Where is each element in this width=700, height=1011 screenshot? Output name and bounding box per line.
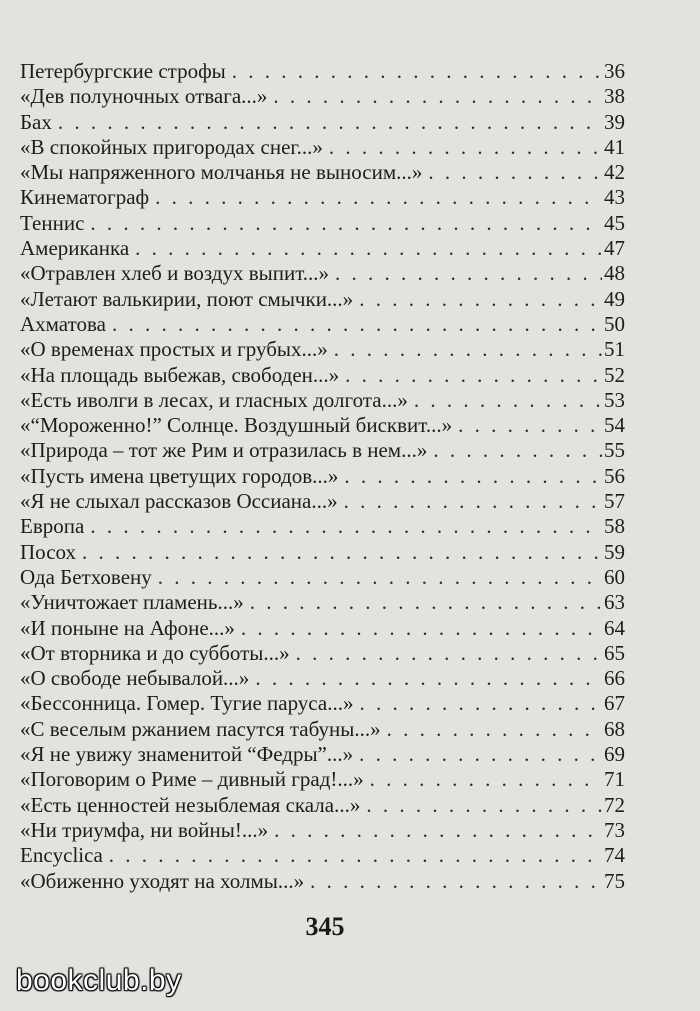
- toc-entry-title: «О временах простых и грубых...»: [20, 337, 328, 362]
- toc-entry-page: 69: [604, 742, 625, 767]
- toc-entry-page: 58: [604, 514, 625, 539]
- toc-entry-title: Европа: [20, 514, 85, 539]
- toc-entry-title: «Летают валькирии, поют смычки...»: [20, 286, 354, 311]
- toc-entry-page: 68: [604, 716, 625, 741]
- toc-entry-page: 48: [604, 261, 625, 286]
- toc-entry-title: «Обиженно уходят на холмы...»: [20, 868, 305, 893]
- toc-entry-page: 42: [604, 160, 625, 185]
- toc-entry: [20, 59, 625, 84]
- toc-dot-leader: [359, 691, 602, 716]
- toc-entry: [20, 287, 625, 312]
- toc-dot-leader: [344, 464, 602, 489]
- toc-dot-leader: [428, 160, 602, 185]
- toc-entry-title: Бах: [20, 109, 52, 134]
- toc-dot-leader: [158, 565, 602, 590]
- toc-entry-title: «Мы напряженного молчанья не выносим...»: [20, 160, 423, 185]
- toc-entry-title: «Бессонница. Гомер. Тугие паруса...»: [20, 691, 354, 716]
- toc-dot-leader: [135, 236, 602, 261]
- toc-entry-title: Американка: [20, 236, 130, 261]
- toc-entry-title: «Отравлен хлеб и воздух выпит...»: [20, 261, 330, 286]
- toc-entry-page: 38: [604, 84, 625, 109]
- toc-dot-leader: [155, 185, 602, 210]
- toc-dot-leader: [345, 363, 602, 388]
- toc-entry-page: 50: [604, 311, 625, 336]
- toc-entry: [20, 641, 625, 666]
- toc-entry: [20, 211, 625, 236]
- toc-entry-page: 56: [604, 463, 625, 488]
- toc-dot-leader: [90, 211, 602, 236]
- toc-entry-title: «Я не увижу знаменитой “Федры”...»: [20, 742, 354, 767]
- toc-entry-page: 39: [604, 109, 625, 134]
- toc-dot-leader: [433, 438, 602, 463]
- table-of-contents: [20, 59, 625, 894]
- toc-entry-title: «И поныне на Афоне...»: [20, 615, 235, 640]
- toc-entry: [20, 691, 625, 716]
- toc-entry-title: «Пусть имена цветущих городов...»: [20, 463, 339, 488]
- toc-entry-title: Encyclica: [20, 843, 103, 868]
- toc-entry-title: Посох: [20, 539, 76, 564]
- toc-entry: [20, 818, 625, 843]
- toc-dot-leader: [82, 540, 602, 565]
- toc-entry: [20, 666, 625, 691]
- toc-entry: [20, 185, 625, 210]
- toc-dot-leader: [359, 742, 602, 767]
- toc-entry: [20, 337, 625, 362]
- toc-entry-page: 64: [604, 615, 625, 640]
- toc-entry-page: 36: [604, 59, 625, 83]
- toc-dot-leader: [241, 616, 602, 641]
- toc-entry-page: 74: [604, 843, 625, 868]
- toc-dot-leader: [255, 666, 602, 691]
- site-watermark: bookclub.by: [16, 964, 182, 997]
- page-number: 345: [305, 912, 345, 941]
- toc-entry: [20, 135, 625, 160]
- toc-entry-title: «Есть иволги в лесах, и гласных долгота...»: [20, 387, 408, 412]
- toc-entry: [20, 464, 625, 489]
- toc-dot-leader: [370, 767, 602, 792]
- toc-entry-page: 66: [604, 666, 625, 691]
- toc-dot-leader: [329, 135, 602, 160]
- toc-dot-leader: [334, 337, 602, 362]
- toc-dot-leader: [387, 717, 602, 742]
- toc-entry: [20, 413, 625, 438]
- toc-entry: [20, 160, 625, 185]
- toc-dot-leader: [232, 59, 602, 84]
- toc-entry-title: «Дев полуночных отвага...»: [20, 84, 268, 109]
- toc-entry: [20, 565, 625, 590]
- toc-entry-title: «Есть ценностей незыблемая скала...»: [20, 792, 361, 817]
- toc-dot-leader: [414, 388, 602, 413]
- toc-dot-leader: [274, 818, 602, 843]
- toc-entry: [20, 388, 625, 413]
- toc-dot-leader: [344, 489, 602, 514]
- toc-entry-title: «В спокойных пригородах снег...»: [20, 134, 323, 159]
- toc-entry-page: 49: [604, 286, 625, 311]
- toc-dot-leader: [366, 793, 602, 818]
- toc-entry-page: 75: [604, 868, 625, 893]
- toc-dot-leader: [335, 261, 602, 286]
- toc-entry-title: Теннис: [20, 210, 85, 235]
- toc-entry-page: 59: [604, 539, 625, 564]
- toc-entry-title: «От вторника и до субботы...»: [20, 640, 290, 665]
- toc-entry: [20, 84, 625, 109]
- toc-entry-title: «Природа – тот же Рим и отразилась в нем...»: [20, 438, 428, 463]
- toc-dot-leader: [58, 110, 602, 135]
- toc-entry-title: Ода Бетховену: [20, 564, 152, 589]
- toc-entry-page: 53: [604, 387, 625, 412]
- toc-entry-title: «О свободе небывалой...»: [20, 666, 250, 691]
- toc-entry: [20, 843, 625, 868]
- toc-entry-title: «Ни триумфа, ни войны!...»: [20, 817, 269, 842]
- toc-entry-page: 55: [604, 438, 625, 463]
- toc-entry: [20, 793, 625, 818]
- toc-dot-leader: [273, 84, 602, 109]
- toc-entry: [20, 869, 625, 894]
- toc-entry-page: 51: [604, 337, 625, 362]
- toc-entry: [20, 110, 625, 135]
- toc-entry-page: 73: [604, 817, 625, 842]
- toc-entry: [20, 236, 625, 261]
- toc-entry-title: Кинематограф: [20, 185, 150, 210]
- toc-entry-page: 54: [604, 413, 625, 438]
- toc-entry-title: «“Мороженно!” Солнце. Воздушный бисквит...»: [20, 413, 453, 438]
- toc-dot-leader: [250, 590, 602, 615]
- toc-entry-page: 57: [604, 489, 625, 514]
- toc-entry-title: «Поговорим о Риме – дивный град!...»: [20, 767, 364, 792]
- toc-entry-title: Петербургские строфы: [20, 59, 226, 83]
- toc-entry-title: Ахматова: [20, 311, 106, 336]
- toc-entry-title: «Я не слыхал рассказов Оссиана...»: [20, 489, 338, 514]
- toc-dot-leader: [90, 514, 602, 539]
- toc-entry: [20, 312, 625, 337]
- toc-entry-page: 47: [604, 236, 625, 261]
- toc-entry: [20, 489, 625, 514]
- toc-entry-title: «С веселым ржанием пасутся табуны...»: [20, 716, 381, 741]
- toc-entry-title: «Уничтожает пламень...»: [20, 590, 244, 615]
- toc-entry: [20, 742, 625, 767]
- toc-entry-title: «На площадь выбежав, свободен...»: [20, 362, 340, 387]
- toc-dot-leader: [458, 413, 602, 438]
- toc-entry: [20, 540, 625, 565]
- toc-entry: [20, 767, 625, 792]
- toc-entry-page: 63: [604, 590, 625, 615]
- toc-entry: [20, 590, 625, 615]
- toc-entry: [20, 438, 625, 463]
- toc-entry-page: 72: [604, 792, 625, 817]
- toc-dot-leader: [109, 843, 602, 868]
- toc-entry-page: 67: [604, 691, 625, 716]
- toc-entry: [20, 363, 625, 388]
- toc-entry-page: 41: [604, 134, 625, 159]
- toc-dot-leader: [112, 312, 602, 337]
- toc-entry-page: 45: [604, 210, 625, 235]
- toc-entry-page: 43: [604, 185, 625, 210]
- toc-entry-page: 71: [604, 767, 625, 792]
- toc-entry-page: 65: [604, 640, 625, 665]
- toc-entry: [20, 261, 625, 286]
- toc-entry: [20, 514, 625, 539]
- toc-entry: [20, 616, 625, 641]
- toc-entry-page: 60: [604, 564, 625, 589]
- toc-entry-page: 52: [604, 362, 625, 387]
- toc-dot-leader: [359, 287, 602, 312]
- toc-dot-leader: [296, 641, 602, 666]
- toc-dot-leader: [310, 869, 602, 894]
- toc-entry: [20, 717, 625, 742]
